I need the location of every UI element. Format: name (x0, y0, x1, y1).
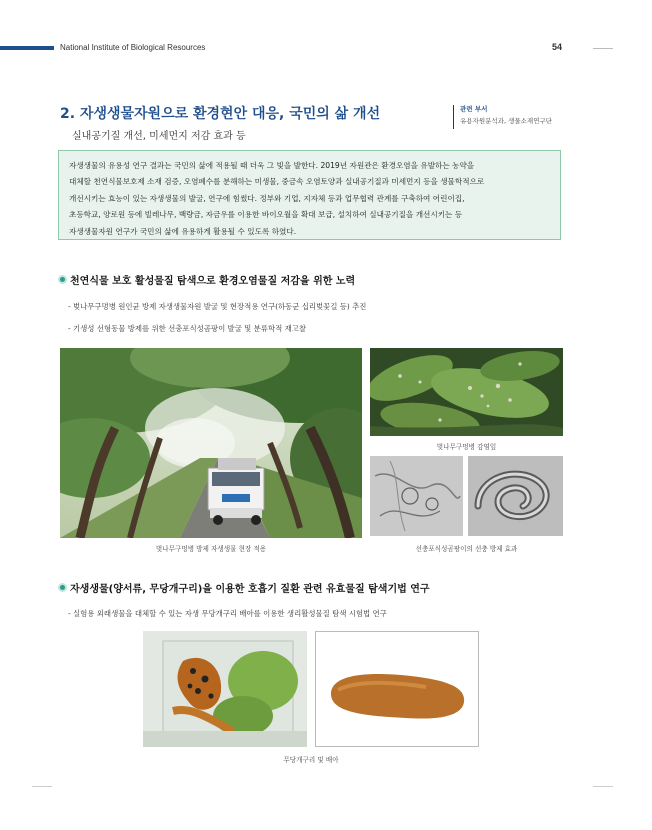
summary-line: 대체할 천연식물보호제 소재 검증, 오염폐수를 분해하는 미생물, 중금속 오염토양과 실내공기질과 미세먼지 등을 생물학적으로 (69, 177, 485, 187)
section-bullet-icon (58, 275, 67, 284)
spray-truck-photo (60, 348, 362, 538)
section2-title: 자생생물(양서류, 무당개구리)을 이용한 호흡기 질환 관련 유효물질 탐색기법 연구 (70, 584, 430, 595)
fungus-image-1 (370, 456, 463, 536)
related-divider (453, 105, 454, 129)
spray-truck-image (60, 348, 362, 538)
frog-image (143, 631, 307, 747)
summary-box (58, 150, 561, 240)
fungus-photo-1 (370, 456, 463, 536)
related-dept-label: 관련 부서 (460, 105, 488, 113)
section2-bullet: - 실험용 외래생물을 대체할 수 있는 자생 무당개구리 배아를 이용한 생리활성물질 탐색 시험법 연구 (68, 609, 387, 618)
page-subtitle: 실내공기질 개선, 미세먼지 저감 효과 등 (72, 131, 246, 142)
header-organization: National Institute of Biological Resources (60, 43, 206, 52)
header-accent-bar (0, 46, 54, 50)
page-title: 2. 자생생물자원으로 환경현안 대응, 국민의 삶 개선 (60, 106, 381, 122)
frog-photo (143, 631, 307, 747)
fungus-photo-2 (468, 456, 563, 536)
summary-line: 개선시키는 효능이 있는 자생생물의 발굴, 연구에 힘썼다. 정부와 기업, 지자체 등과 업무협력 관계를 구축하여 어린이집, (69, 193, 465, 203)
spray-caption: 벚나무구멍병 방제 자생생물 현장 적용 (155, 545, 267, 553)
embryo-image (316, 632, 478, 746)
section1-bullet: - 기생성 선형동물 방제를 위한 선충포식성곰팡이 발굴 및 분류학적 재고찰 (68, 324, 306, 333)
footer-dash-right (593, 786, 613, 787)
section1-title: 천연식물 보호 활성물질 탐색으로 환경오염물질 저감을 위한 노력 (70, 276, 356, 287)
summary-line: 초등학교, 양로원 등에 빌레나무, 백량금, 자금우를 이용한 바이오월을 확대 보급, 설치하여 실내공기질을 개선시키는 등 (69, 210, 463, 220)
related-dept-value: 유용자원분석과, 생물소재연구단 (460, 117, 553, 125)
footer-dash-left (32, 786, 52, 787)
section-bullet-icon (58, 583, 67, 592)
section1-bullet: - 벚나무구멍병 원인균 방제 자생생물자원 발굴 및 현장적용 연구(하동군 십리벚꽃길 등) 추진 (68, 302, 367, 311)
fungus-image-2 (468, 456, 563, 536)
page-number: 54 (552, 42, 563, 52)
infected-leaf-photo (370, 348, 563, 436)
embryo-photo (315, 631, 479, 747)
summary-line: 자생생물자원 연구가 국민의 삶에 유용하게 활용될 수 있도록 하였다. (69, 226, 297, 236)
infected-leaf-image (370, 348, 563, 436)
leaf-caption: 벚나무구멍병 감염잎 (436, 443, 497, 451)
summary-line: 자생생물의 유용성 연구 결과는 국민의 삶에 적용될 때 더욱 그 빛을 발한다. 2019년 자원관은 환경오염을 유발하는 농약을 (69, 161, 475, 170)
fungus-caption: 선충포식성곰팡이의 선충 방제 효과 (415, 545, 518, 553)
frog-caption: 무당개구리 및 배아 (283, 756, 339, 764)
header-dash (593, 48, 613, 49)
